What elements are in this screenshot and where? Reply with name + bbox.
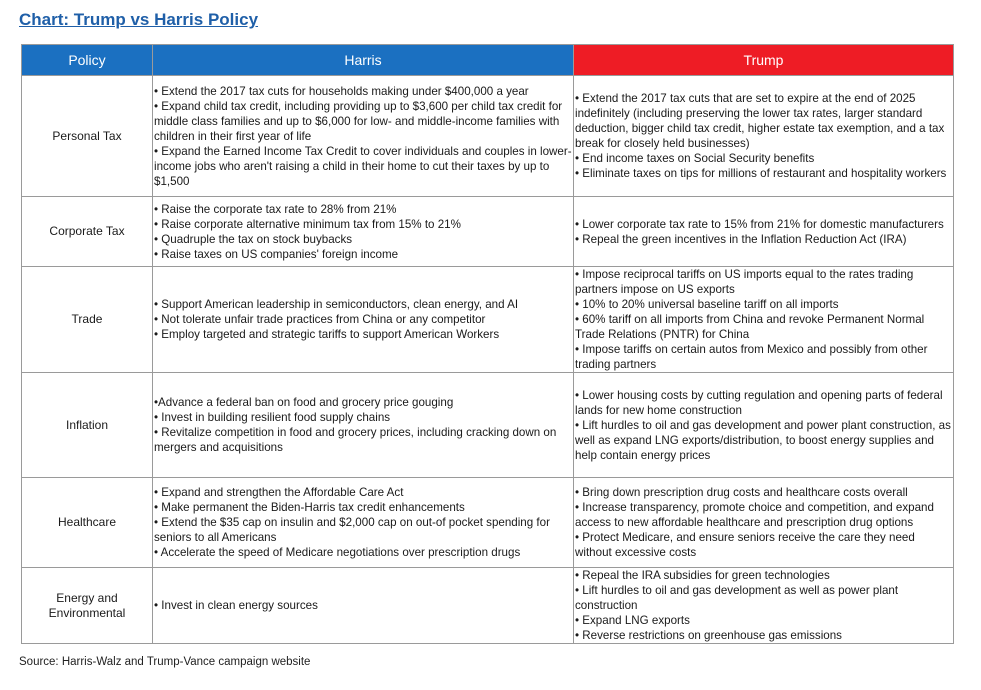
bullet-item: • Lift hurdles to oil and gas development and power plant construction, as well as expand LNG exports/distribution, to boost energy supplies and help contain energy prices — [575, 418, 951, 462]
policy-comparison-table — [21, 44, 954, 644]
bullet-list — [154, 84, 572, 189]
bullet-item: • Invest in building resilient food supply chains — [154, 411, 391, 424]
bullet-item: • Accelerate the speed of Medicare negotiations over prescription drugs — [154, 546, 521, 559]
bullet-item: • Expand the Earned Income Tax Credit to cover individuals and couples in lower-income jobs who aren't raising a child in their home to cut their taxes by up to $1,500 — [154, 144, 572, 188]
trump-cell — [574, 76, 954, 197]
bullet-list — [575, 568, 952, 643]
bullet-item: • Extend the $35 cap on insulin and $2,000 cap on out-of pocket spending for seniors to all Americans — [154, 516, 550, 544]
policy-label: Trade — [22, 267, 153, 373]
table-body — [22, 76, 954, 644]
bullet-item: • Lower housing costs by cutting regulation and opening parts of federal lands for new home construction — [575, 388, 943, 417]
table-header-row — [22, 45, 954, 76]
harris-cell — [153, 267, 574, 373]
bullet-item: • Repeal the IRA subsidies for green technologies — [575, 569, 830, 582]
source-note: Source: Harris-Walz and Trump-Vance campaign website — [19, 656, 311, 668]
bullet-item: • Employ targeted and strategic tariffs to support American Workers — [154, 328, 500, 341]
bullet-item: • Make permanent the Biden-Harris tax credit enhancements — [154, 501, 465, 514]
harris-cell — [153, 76, 574, 197]
chart-title: Chart: Trump vs Harris Policy — [19, 10, 259, 29]
bullet-item: • Eliminate taxes on tips for millions of restaurant and hospitality workers — [575, 167, 947, 180]
bullet-item: • Support American leadership in semiconductors, clean energy, and AI — [154, 298, 519, 311]
trump-cell — [574, 568, 954, 644]
bullet-item: •Advance a federal ban on food and grocery price gouging — [154, 396, 454, 409]
table-row — [22, 197, 954, 267]
trump-cell — [574, 478, 954, 568]
bullet-item: • Expand and strengthen the Affordable Care Act — [154, 486, 404, 499]
trump-cell — [574, 197, 954, 267]
bullet-list — [154, 202, 572, 262]
bullet-item: • Revitalize competition in food and grocery prices, including cracking down on mergers and acquisitions — [154, 426, 557, 454]
bullet-item: • 60% tariff on all imports from China and revoke Permanent Normal Trade Relations (PNTR) for China — [575, 313, 925, 341]
table-row — [22, 267, 954, 373]
bullet-list — [575, 267, 952, 372]
bullet-list — [154, 485, 572, 560]
bullet-item: • End income taxes on Social Security benefits — [575, 152, 815, 165]
bullet-item: • Raise the corporate tax rate to 28% from 21% — [154, 202, 397, 216]
bullet-item: • Lower corporate tax rate to 15% from 21% for domestic manufacturers — [575, 217, 944, 231]
bullet-item: • Raise corporate alternative minimum tax from 15% to 21% — [154, 217, 461, 231]
header-harris: Harris — [153, 45, 574, 76]
policy-label: Inflation — [22, 373, 153, 478]
bullet-item: • Expand LNG exports — [575, 614, 690, 627]
bullet-item: • Not tolerate unfair trade practices from China or any competitor — [154, 313, 486, 326]
bullet-item: • Expand child tax credit, including providing up to $3,600 per child tax credit for middle class families and up to $6,000 for low- and middle-income families with children in their first year of life — [154, 99, 563, 143]
bullet-item: • Bring down prescription drug costs and healthcare costs overall — [575, 486, 908, 499]
bullet-list — [575, 388, 952, 463]
header-policy: Policy — [22, 45, 153, 76]
harris-cell — [153, 568, 574, 644]
harris-cell — [153, 197, 574, 267]
table-row — [22, 568, 954, 644]
bullet-item: • Impose reciprocal tariffs on US imports equal to the rates trading partners impose on US exports — [575, 268, 914, 296]
bullet-item: • Lift hurdles to oil and gas development as well as power plant construction — [575, 584, 899, 612]
bullet-list — [154, 598, 572, 613]
policy-label: Healthcare — [22, 478, 153, 568]
trump-cell — [574, 373, 954, 478]
bullet-item: • Extend the 2017 tax cuts that are set to expire at the end of 2025 indefinitely (including preserving the lower tax rates, larger standard deduction, bigger child tax credit, higher estate tax exemption, and a tax break for closely held businesses) — [575, 92, 945, 150]
table-row — [22, 76, 954, 197]
bullet-item: • Raise taxes on US companies' foreign income — [154, 247, 399, 261]
bullet-list — [575, 485, 952, 560]
table-row — [22, 373, 954, 478]
bullet-item: • Increase transparency, promote choice and competition, and expand access to new affordable healthcare and prescription drug options — [575, 501, 934, 529]
bullet-item: • Impose tariffs on certain autos from Mexico and possibly from other trading partners — [575, 343, 928, 371]
bullet-item: • Quadruple the tax on stock buybacks — [154, 232, 353, 246]
trump-cell — [574, 267, 954, 373]
bullet-list — [575, 91, 952, 181]
bullet-item: • Invest in clean energy sources — [154, 599, 318, 612]
bullet-item: • 10% to 20% universal baseline tariff on all imports — [575, 298, 839, 311]
policy-label: Energy and Environmental — [22, 568, 153, 644]
harris-cell — [153, 478, 574, 568]
bullet-item: • Protect Medicare, and ensure seniors receive the care they need without excessive costs — [575, 531, 915, 559]
header-trump: Trump — [574, 45, 954, 76]
bullet-list — [575, 217, 952, 247]
bullet-list — [154, 297, 572, 342]
bullet-list — [154, 395, 572, 455]
policy-label: Personal Tax — [22, 76, 153, 197]
bullet-item: • Reverse restrictions on greenhouse gas emissions — [575, 629, 842, 642]
table-row — [22, 478, 954, 568]
harris-cell — [153, 373, 574, 478]
bullet-item: • Extend the 2017 tax cuts for households making under $400,000 a year — [154, 84, 529, 98]
policy-label: Corporate Tax — [22, 197, 153, 267]
bullet-item: • Repeal the green incentives in the Inflation Reduction Act (IRA) — [575, 232, 907, 246]
